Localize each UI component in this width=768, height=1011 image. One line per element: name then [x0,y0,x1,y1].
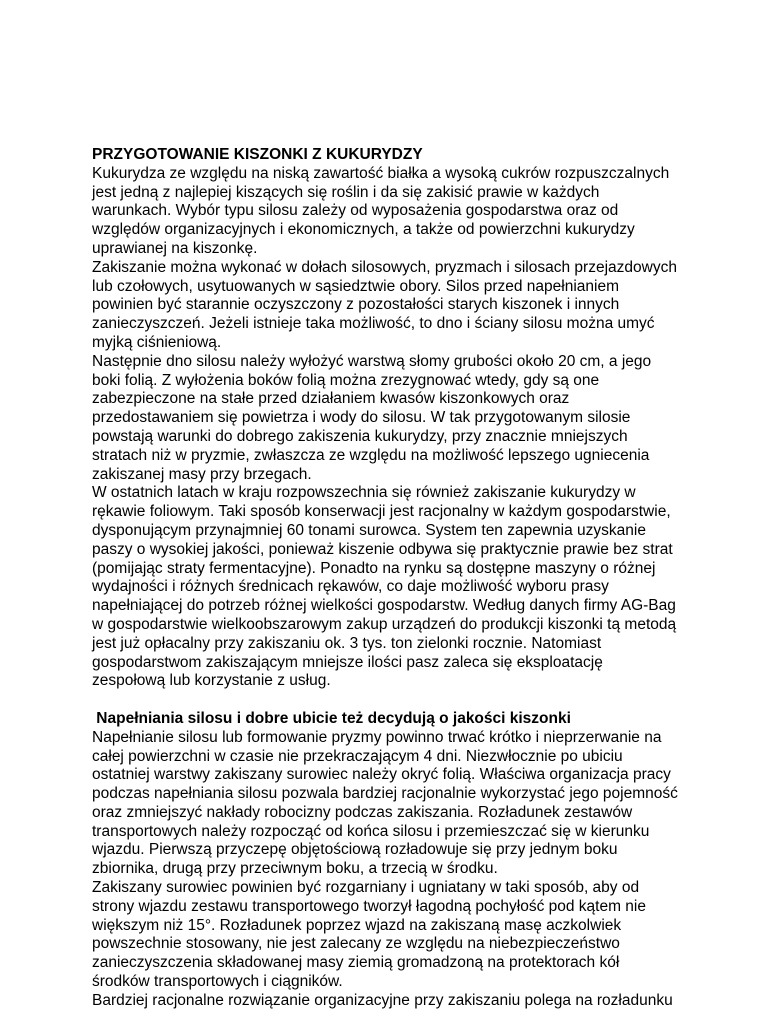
text-line: (pomijając straty fermentacyjne). Ponadto na rynku są dostępne maszyny o różnej [92,559,656,577]
text-line: transportowych należy rozpocząć od końca silosu i przemieszczać się w kierunku [92,822,650,840]
text-line: powszechnie stosowany, nie jest zalecany ze względu na niebezpieczeństwo [92,935,620,953]
text-line: stratach niż w pryzmie, zwłaszcza ze względu na możliwość lepszego ugniecenia [92,446,650,464]
text-line: ostatniej warstwy zakiszany surowiec należy okryć folią. Właściwa organizacja pracy [92,766,671,784]
section1-body [92,165,697,691]
text-line: zakiszanej masy przy brzegach. [92,465,312,483]
paragraph [92,165,697,259]
text-line: uprawianej na kiszonkę. [92,239,258,257]
text-line: jest już opłacalny przy zakiszaniu ok. 3 tys. ton zielonki rocznie. Natomiast [92,634,602,652]
text-line: zanieczyszczenia składowanej masy ziemią gromadzoną na protektorach kół [92,954,620,972]
text-line: zbiornika, drugą przy przeciwnym boku, a trzecią w środku. [92,860,498,878]
text-line: Napełnianie silosu lub formowanie pryzmy powinno trwać krótko i nieprzerwanie na [92,728,662,746]
text-line: W ostatnich latach w kraju rozpowszechnia się również zakiszanie kukurydzy w [92,484,636,502]
paragraph [92,879,697,992]
text-line: wydajności i różnych średnicach rękawów, co daje możliwość wyboru prasy [92,578,609,596]
text-line: zabezpieczone na stałe przed działaniem kwasów kiszonkowych oraz [92,390,570,408]
text-line: gospodarstwom zakiszającym mniejsze ilości pasz zaleca się eksploatację [92,653,603,671]
text-line: całej powierzchni w czasie nie przekraczającym 4 dni. Niezwłocznie po ubiciu [92,747,623,765]
text-line: podczas napełniania silosu pozwala bardziej racjonalnie wykorzystać jego pojemność [92,785,678,803]
text-line: zespołową lub korzystanie z usług. [92,672,331,690]
section-gap [92,691,697,710]
text-line: dysponującym przynajmniej 60 tonami surowca. System ten zapewnia uzyskanie [92,521,646,539]
text-line: strony wjazdu zestawu transportowego tworzył łagodną pochyłość pod kątem nie [92,897,646,915]
text-line: w gospodarstwie wielkoobszarowym zakup urządzeń do produkcji kiszonki tą metodą [92,615,677,633]
text-line: warunkach. Wybór typu silosu zależy od wyposażenia gospodarstwa oraz od [92,202,619,220]
text-line: Bardziej racjonalne rozwiązanie organizacyjne przy zakiszaniu polega na rozładunku [92,991,673,1009]
paragraph [92,353,697,485]
text-line: większym niż 15°. Rozładunek poprzez wjazd na zakiszaną masę aczkolwiek [92,916,622,934]
text-line: względów organizacyjnych i ekonomicznych, a także od powierzchni kukurydzy [92,221,635,239]
text-line: Zakiszanie można wykonać w dołach silosowych, pryzmach i silosach przejazdowych [92,258,677,276]
text-line: rękawie foliowym. Taki sposób konserwacji jest racjonalny w każdym gospodarstwie, [92,503,671,521]
text-line: Kukurydza ze względu na niską zawartość białka a wysoką cukrów rozpuszczalnych [92,164,670,182]
section2-title: Napełniania silosu i dobre ubicie też decydują o jakości kiszonki [92,709,571,727]
text-line: paszy o wysokiej jakości, ponieważ kiszenie odbywa się praktycznie prawie bez strat [92,540,673,558]
text-line: napełniającej do potrzeb różnej wielkości gospodarstw. Według danych firmy AG-Bag [92,597,676,615]
paragraph [92,992,697,1011]
text-line: wjazdu. Pierwszą przyczepę objętościową rozładowuje się przy jednym boku [92,841,618,859]
section2-body [92,729,697,1011]
text-line: boki folią. Z wyłożenia boków folią można zrezygnować wtedy, gdy są one [92,371,600,389]
text-line: Zakiszany surowiec powinien być rozgarniany i ugniatany w taki sposób, aby od [92,879,640,897]
text-line: myjką ciśnieniową. [92,333,222,351]
text-line: Następnie dno silosu należy wyłożyć warstwą słomy grubości około 20 cm, a jego [92,352,652,370]
text-line: jest jedną z najlepiej kiszących się roślin i da się zakisić prawie w każdych [92,183,600,201]
text-line: środków transportowych i ciągników. [92,973,343,991]
text-line: zanieczyszczeń. Jeżeli istnieje taka możliwość, to dno i ściany silosu można umyć [92,315,655,333]
text-line: powstają warunki do dobrego zakiszenia kukurydzy, przy znacznie mniejszych [92,427,628,445]
text-line: przedostawaniem się powietrza i wody do silosu. W tak przygotowanym silosie [92,409,631,427]
text-line: powinien być starannie oczyszczony z pozostałości starych kiszonek i innych [92,296,620,314]
paragraph [92,484,697,691]
document-page [92,146,697,1011]
text-line: lub czołowych, usytuowanych w sąsiedztwie obory. Silos przed napełnianiem [92,277,619,295]
section1-title: PRZYGOTOWANIE KISZONKI Z KUKURYDZY [92,146,423,163]
text-line: oraz zmniejszyć nakłady robocizny podczas zakiszania. Rozładunek zestawów [92,803,633,821]
paragraph [92,259,697,353]
paragraph [92,729,697,879]
